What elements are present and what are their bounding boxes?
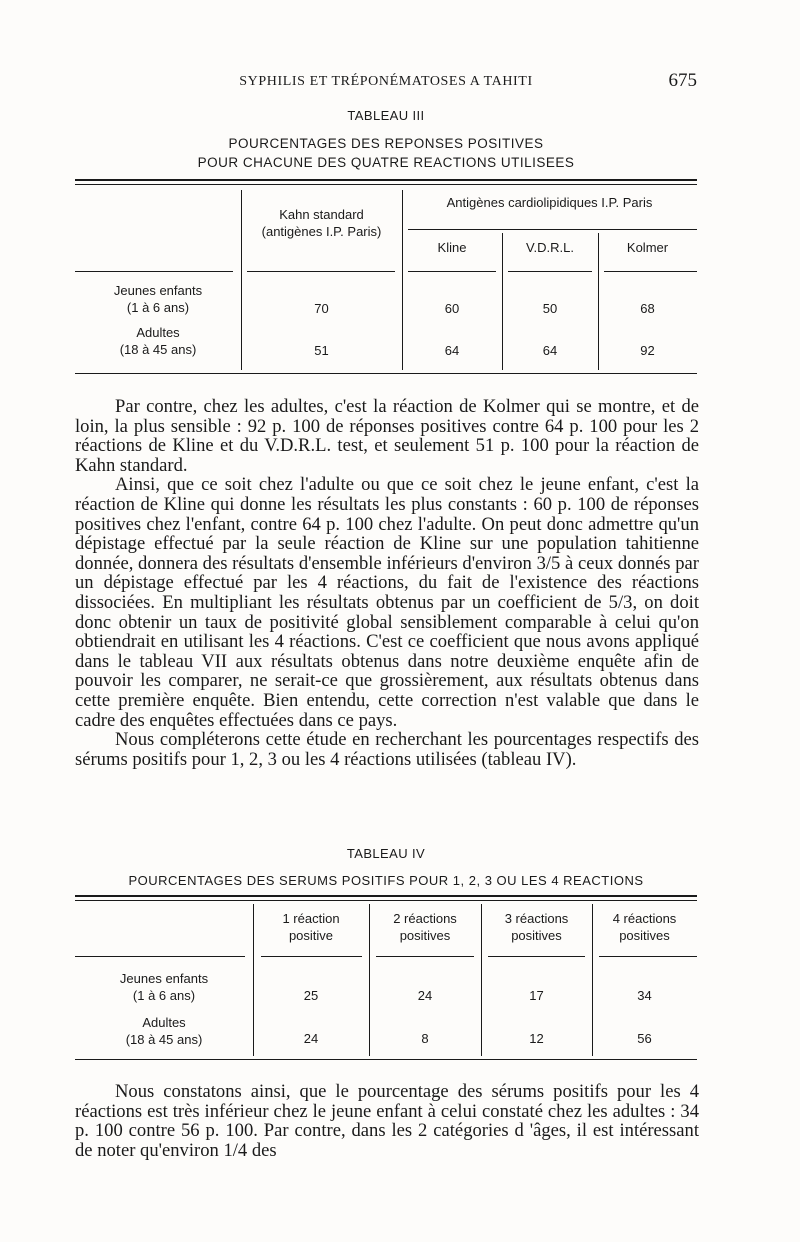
table-4-head-rule-c <box>376 956 474 957</box>
table-4-cell: 24 <box>417 988 433 1003</box>
table-3-head-rule-d <box>508 271 592 272</box>
table-4-row-1-label2: (1 à 6 ans) <box>132 988 196 1003</box>
table-4-col-header <box>481 910 592 944</box>
table-4-col-1-line1: 1 réaction <box>282 911 340 926</box>
table-3-bottom-rule <box>75 373 697 374</box>
table-3-row-label <box>75 282 241 316</box>
paragraph-2: Ainsi, que ce soit chez l'adulte ou que ce soit chez le jeune enfant, c'est la réaction de Kline qui donne les résultats les plus constants : 60 p. 100 de réponses positives chez l'enfant, contre 64 p. 100 chez l'adulte. On peut donc admettre qu'un dépistage effectué par la seule réaction de Kline sur une population tahitienne donnée, donnera des résultats d'ensemble inférieurs d'environ 3/5 à ceux donnés par un dépistage effectué par les 4 réactions, du fait de l'existence des réactions dissociées. En multipliant les résultats obtenus par un coefficient de 5/3, on doit donc obtenir un taux de positivité global sensiblement comparable à celui qu'on obtiendrait en utilisant les 4 réactions. C'est ce coefficient que nous avons appliqué dans le tableau VII aux résultats obtenus dans notre deuxième enquête afin de pouvoir les comparer, ne serait-ce que grossièrement, aux résultats obtenus dans cette première enquête. Bien entendu, cette correction n'est valable que dans le cadre des enquêtes effectuées dans ce pays. <box>75 474 699 731</box>
table-4-col-2-line1: 2 réactions <box>393 911 457 926</box>
table-3-head-rule-b <box>247 271 395 272</box>
table-3-kahn-line1: Kahn standard <box>279 207 364 222</box>
table-4-cell: 8 <box>421 1031 429 1046</box>
table-4-row-label <box>75 970 253 1004</box>
table-3-head-rule-c <box>408 271 496 272</box>
table-3-row-label <box>75 324 241 358</box>
table-3-row-2-label2: (18 à 45 ans) <box>119 342 197 357</box>
table-4-cell: 17 <box>529 988 544 1003</box>
table-3-cell: 51 <box>314 343 329 358</box>
table-3-cell: 64 <box>542 343 558 358</box>
running-header <box>75 70 697 100</box>
table-3-cell: 68 <box>640 301 655 316</box>
table-4-col-header <box>369 910 481 944</box>
table-4-row-2-label2: (18 à 45 ans) <box>125 1032 203 1047</box>
table-3 <box>75 100 697 380</box>
table-4-col-2-line2: positives <box>399 928 451 943</box>
table-3-antigen-group-header: Antigènes cardiolipidiques I.P. Paris <box>446 195 653 210</box>
table-4 <box>75 838 697 1068</box>
table-3-col-kline: Kline <box>437 240 467 255</box>
table-3-group-rule <box>408 229 697 230</box>
table-4-col-header <box>592 910 697 944</box>
table-3-top-rule <box>75 179 697 181</box>
table-4-cell: 24 <box>303 1031 319 1046</box>
table-3-head-rule-a <box>75 271 233 272</box>
table-3-cell: 64 <box>444 343 460 358</box>
table-4-col-header <box>253 910 369 944</box>
table-3-kahn-line2: (antigènes I.P. Paris) <box>261 224 382 239</box>
table-3-col-vdrl: V.D.R.L. <box>526 240 574 255</box>
table-4-head-rule-e <box>599 956 697 957</box>
table-4-head-rule-d <box>488 956 585 957</box>
running-title: SYPHILIS ET TRÉPONÉMATOSES A TAHITI <box>239 74 533 89</box>
table-4-label: TABLEAU IV <box>346 846 426 861</box>
table-4-cell: 12 <box>529 1031 544 1046</box>
table-4-col-1-line2: positive <box>288 928 334 943</box>
paragraph-1: Par contre, chez les adultes, c'est la réaction de Kolmer qui se montre, et de loin, la plus sensible : 92 p. 100 de réponses positives contre 64 p. 100 pour les 2 réactions de Kline et du V.D.R.L. test, et seulement 51 p. 100 pour la réaction de Kahn standard. <box>75 396 699 476</box>
table-3-cell: 92 <box>640 343 655 358</box>
body-text-lower <box>75 1082 699 1160</box>
table-3-cell: 60 <box>444 301 460 316</box>
table-4-title: POURCENTAGES DES SERUMS POSITIFS POUR 1, 2, 3 OU LES 4 REACTIONS <box>128 873 644 888</box>
table-4-col-4-line1: 4 réactions <box>612 911 677 926</box>
table-4-col-3-line2: positives <box>511 928 562 943</box>
paragraph-4: Nous constatons ainsi, que le pourcentage des sérums positifs pour les 4 réactions est très inférieur chez le jeune enfant à celui constaté chez les adultes : 34 p. 100 contre 56 p. 100. Par contre, dans les 2 catégories d 'âges, il est intéressant de noter qu'environ 1/4 des <box>75 1081 699 1161</box>
table-4-cell: 25 <box>303 988 319 1003</box>
table-3-top-rule-thin <box>75 184 697 185</box>
table-4-col-4-line2: positives <box>619 928 670 943</box>
table-3-row-1-label1: Jeunes enfants <box>113 283 203 298</box>
table-4-row-1-label1: Jeunes enfants <box>119 971 209 986</box>
table-3-title-line1: POURCENTAGES DES REPONSES POSITIVES <box>228 136 544 151</box>
table-3-row-1-label2: (1 à 6 ans) <box>126 300 190 315</box>
table-4-head-rule-a <box>75 956 245 957</box>
table-4-cell: 34 <box>637 988 652 1003</box>
table-4-head-rule-b <box>261 956 362 957</box>
body-text-upper <box>75 397 699 769</box>
table-3-head-rule-e <box>604 271 697 272</box>
table-4-row-2-label1: Adultes <box>142 1015 186 1030</box>
table-3-row-2-label1: Adultes <box>136 325 180 340</box>
table-4-row-label <box>75 1014 253 1048</box>
table-3-cell: 50 <box>542 301 558 316</box>
table-4-cell: 56 <box>637 1031 652 1046</box>
table-4-bottom-rule <box>75 1059 697 1060</box>
page-number: 675 <box>668 70 697 91</box>
paragraph-3: Nous compléterons cette étude en recherchant les pourcentages respectifs des sérums positifs pour 1, 2, 3 ou les 4 réactions utilisées (tableau IV). <box>75 729 699 770</box>
table-4-top-rule-thin <box>75 900 697 901</box>
table-3-label: TABLEAU III <box>347 108 425 123</box>
table-4-col-3-line1: 3 réactions <box>504 911 569 926</box>
table-4-top-rule <box>75 895 697 897</box>
table-3-title-line2: POUR CHACUNE DES QUATRE REACTIONS UTILISEES <box>197 155 575 170</box>
table-3-kahn-header <box>241 206 402 240</box>
table-3-col-kolmer: Kolmer <box>626 240 669 255</box>
table-3-cell: 70 <box>314 301 329 316</box>
